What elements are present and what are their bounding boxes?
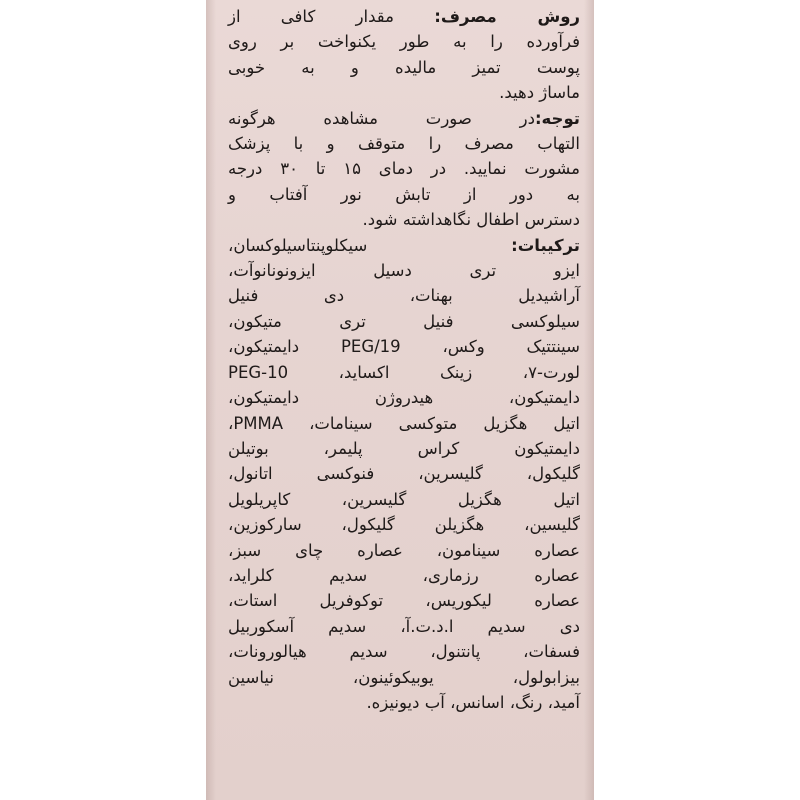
ingredients-line-1: ترکیبات: سیکلوپنتاسیلوکسان، bbox=[228, 235, 580, 255]
note-line-3: مشورت نمایید. در دمای ۱۵ تا ۳۰ درجه bbox=[228, 159, 580, 179]
ingredients-line-4: سیلوکسی فنیل تری متیکون، bbox=[228, 311, 580, 331]
right-margin bbox=[595, 0, 800, 800]
ingredients-line-8: اتیل هگزیل متوکسی سینامات، PMMA، bbox=[228, 413, 580, 433]
usage-line-3: پوست تمیز مالیده و به خوبی bbox=[228, 57, 580, 77]
note-line-4: به دور از تابش نور آفتاب و bbox=[228, 184, 580, 204]
ingredients-line-7: دایمتیکون، هیدروژن دایمتیکون، bbox=[228, 388, 580, 408]
note-line-2: التهاب مصرف را متوقف و با پزشک bbox=[228, 134, 580, 154]
ingredients-line-18: بیزابولول، یوبیکوئینون، نیاسین bbox=[228, 667, 580, 687]
ingredients-line-6: لورت-۷، زینک اکساید، PEG-10 bbox=[228, 362, 580, 382]
ingredients-line-5: سینتتیک وکس، PEG/19 دایمتیکون، bbox=[228, 337, 580, 357]
product-label-panel bbox=[206, 0, 594, 800]
ingredients-line-2: ایزو تری دسیل ایزونونانوآت، bbox=[228, 261, 580, 281]
ingredients-line-17: فسفات، پانتنول، سدیم هیالورونات، bbox=[228, 642, 580, 662]
ingredients-line-16: دی سدیم ا.د.ت.آ، سدیم آسکوربیل bbox=[228, 616, 580, 636]
ingredients-line-13: عصاره سینامون، عصاره چای سبز، bbox=[228, 540, 580, 560]
note-line-1: توجه:در صورت مشاهده هرگونه bbox=[228, 108, 580, 128]
ingredients-line-11: اتیل هگزیل گلیسرین، کاپریلویل bbox=[228, 489, 580, 509]
label-edge-shadow-right bbox=[584, 0, 594, 800]
ingredients-line-9: دایمتیکون کراس پلیمر، بوتیلن bbox=[228, 438, 580, 458]
label-edge-shadow-left bbox=[206, 0, 216, 800]
ingredients-heading: ترکیبات: bbox=[511, 235, 580, 255]
ingredients-line-14: عصاره رزماری، سدیم کلراید، bbox=[228, 565, 580, 585]
usage-heading: روش مصرف: bbox=[434, 7, 580, 26]
usage-line-1: روش مصرف: مقدار کافی از bbox=[228, 7, 580, 26]
usage-line-4: ماساژ دهید. bbox=[499, 83, 580, 103]
ingredients-line-10: گلیکول، گلیسرین، فنوکسی اتانول، bbox=[228, 464, 580, 484]
ingredients-line-15: عصاره لیکوریس، توکوفریل استات، bbox=[228, 591, 580, 611]
left-margin bbox=[0, 0, 205, 800]
ingredients-line-19: آمید، رنگ، اسانس، آب دیونیزه. bbox=[366, 692, 580, 712]
label-text bbox=[228, 4, 580, 715]
ingredients-line-3: آراشیدیل بهنات، دی فنیل bbox=[228, 286, 580, 306]
usage-line-2: فرآورده را به طور یکنواخت بر روی bbox=[228, 32, 580, 52]
ingredients-line-12: گلیسین، هگزیلن گلیکول، سارکوزین، bbox=[228, 515, 580, 535]
note-line-5: دسترس اطفال نگاهداشته شود. bbox=[362, 210, 580, 230]
note-heading: توجه: bbox=[534, 108, 580, 128]
